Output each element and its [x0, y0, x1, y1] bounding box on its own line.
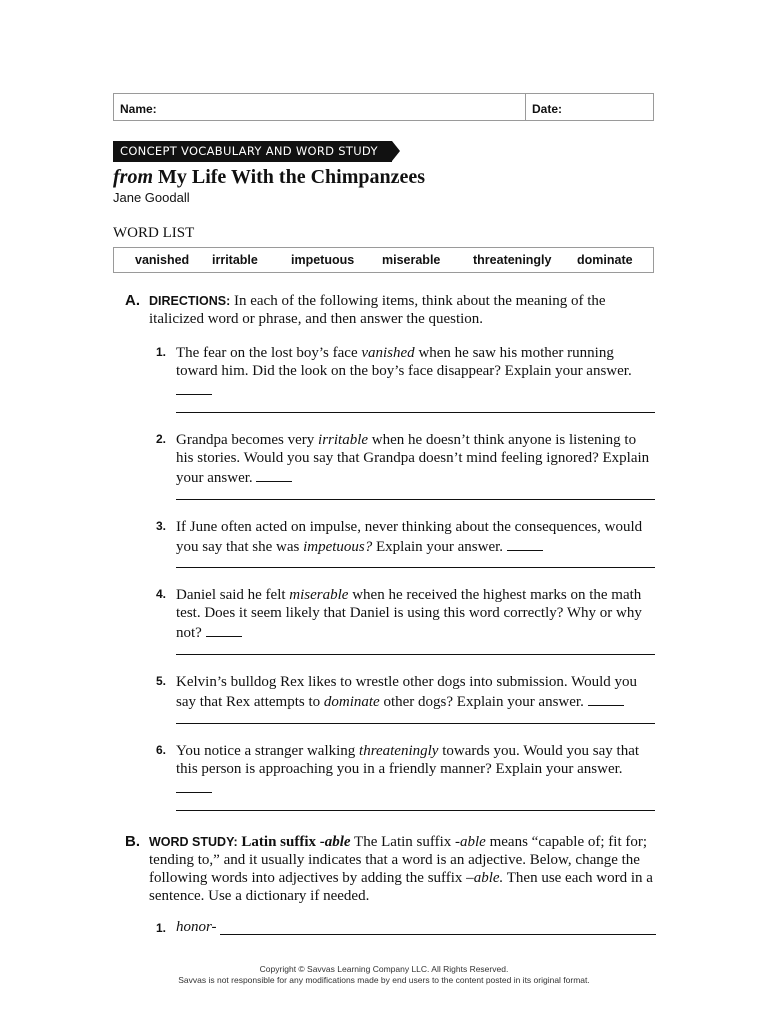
short-answer-blank[interactable] [256, 467, 292, 482]
answer-line-3[interactable] [176, 567, 655, 568]
author: Jane Goodall [113, 190, 190, 205]
question-number: 1. [156, 345, 167, 359]
word-list-item: impetuous [291, 253, 355, 267]
date-label: Date: [532, 102, 563, 116]
disclaimer-line: Savvas is not responsible for any modifications made by end users to the content posted in its original format. [178, 975, 590, 985]
word-list-item: dominate [577, 253, 633, 267]
directions-label: DIRECTIONS: [149, 294, 231, 308]
question-text: Grandpa becomes very irritable when he doesn’t think anyone is listening to his stories. Would you say that Grandpa doesn’t mind feeling ignored? Explain your answer. [176, 432, 650, 486]
short-answer-blank[interactable] [176, 380, 212, 395]
word-list-item: miserable [382, 253, 441, 267]
directions-text-1: In each of the following items, think about the meaning of the [230, 293, 606, 309]
word-study-label: WORD STUDY: [149, 835, 238, 849]
date-field[interactable] [526, 94, 653, 120]
question-text: The fear on the lost boy’s face vanished when he saw his mother running toward him. Did the look on the boy’s face disappear? Explain your answer. [176, 344, 656, 400]
section-banner: CONCEPT VOCABULARY AND WORD STUDY [113, 141, 392, 162]
short-answer-blank[interactable] [588, 691, 624, 706]
copyright-line: Copyright © Savvas Learning Company LLC. All Rights Reserved. [259, 964, 509, 974]
base-word: honor- [176, 919, 217, 935]
section-b-directions: WORD STUDY: Latin suffix -able The Latin suffix -able means “capable of; fit for; tending to,” and it usually indicates that a word is an adjective. Below, change the following words into adjectives by adding the suffix –able. Then use each word in a sentence. Use a dictionary if needed. [149, 834, 653, 904]
short-answer-blank[interactable] [206, 622, 242, 637]
name-date-box [113, 93, 654, 121]
title-prefix: from [113, 166, 153, 188]
short-answer-blank[interactable] [507, 536, 543, 551]
name-label: Name: [120, 102, 157, 116]
word-list-item: vanished [135, 253, 190, 267]
question-number: 4. [156, 587, 167, 601]
answer-line-5[interactable] [176, 723, 655, 724]
word-list-item: irritable [212, 253, 258, 267]
answer-line-1[interactable] [176, 412, 655, 413]
section-a-letter: A. [125, 292, 140, 309]
page-title [113, 166, 425, 189]
section-a-directions [149, 292, 649, 328]
answer-line-2[interactable] [176, 499, 655, 500]
directions-text-2: italicized word or phrase, and then answer the question. [149, 311, 484, 327]
title-main: My Life With the Chimpanzees [158, 166, 426, 188]
word-list-label: WORD LIST [113, 225, 195, 241]
section-b-letter: B. [125, 833, 140, 850]
answer-line-4[interactable] [176, 654, 655, 655]
question-number: 6. [156, 743, 167, 757]
question-number: 5. [156, 674, 167, 688]
question-text: Kelvin’s bulldog Rex likes to wrestle other dogs into submission. Would you say that Rex attempts to dominate other dogs? Explain your answer. [176, 674, 638, 710]
short-answer-blank[interactable] [176, 778, 212, 793]
word-list-box [113, 247, 654, 273]
answer-line-6[interactable] [176, 810, 655, 811]
question-text: If June often acted on impulse, never thinking about the consequences, would you say that she was impetuous? Explain your answer. [176, 519, 643, 555]
question-number: 2. [156, 432, 167, 446]
question-number: 3. [156, 519, 167, 533]
question-number: 1. [156, 921, 167, 935]
name-field[interactable] [114, 94, 526, 120]
word-list-item: threateningly [473, 253, 552, 267]
question-text: Daniel said he felt miserable when he received the highest marks on the math test. Does it seem likely that Daniel is using this word correctly? Why or why not? [176, 587, 642, 641]
answer-line[interactable] [220, 934, 656, 935]
question-text: You notice a stranger walking threateningly towards you. Would you say that this person is approaching you in a friendly manner? Explain your answer. [176, 742, 656, 798]
word-study-item-1 [156, 920, 656, 940]
